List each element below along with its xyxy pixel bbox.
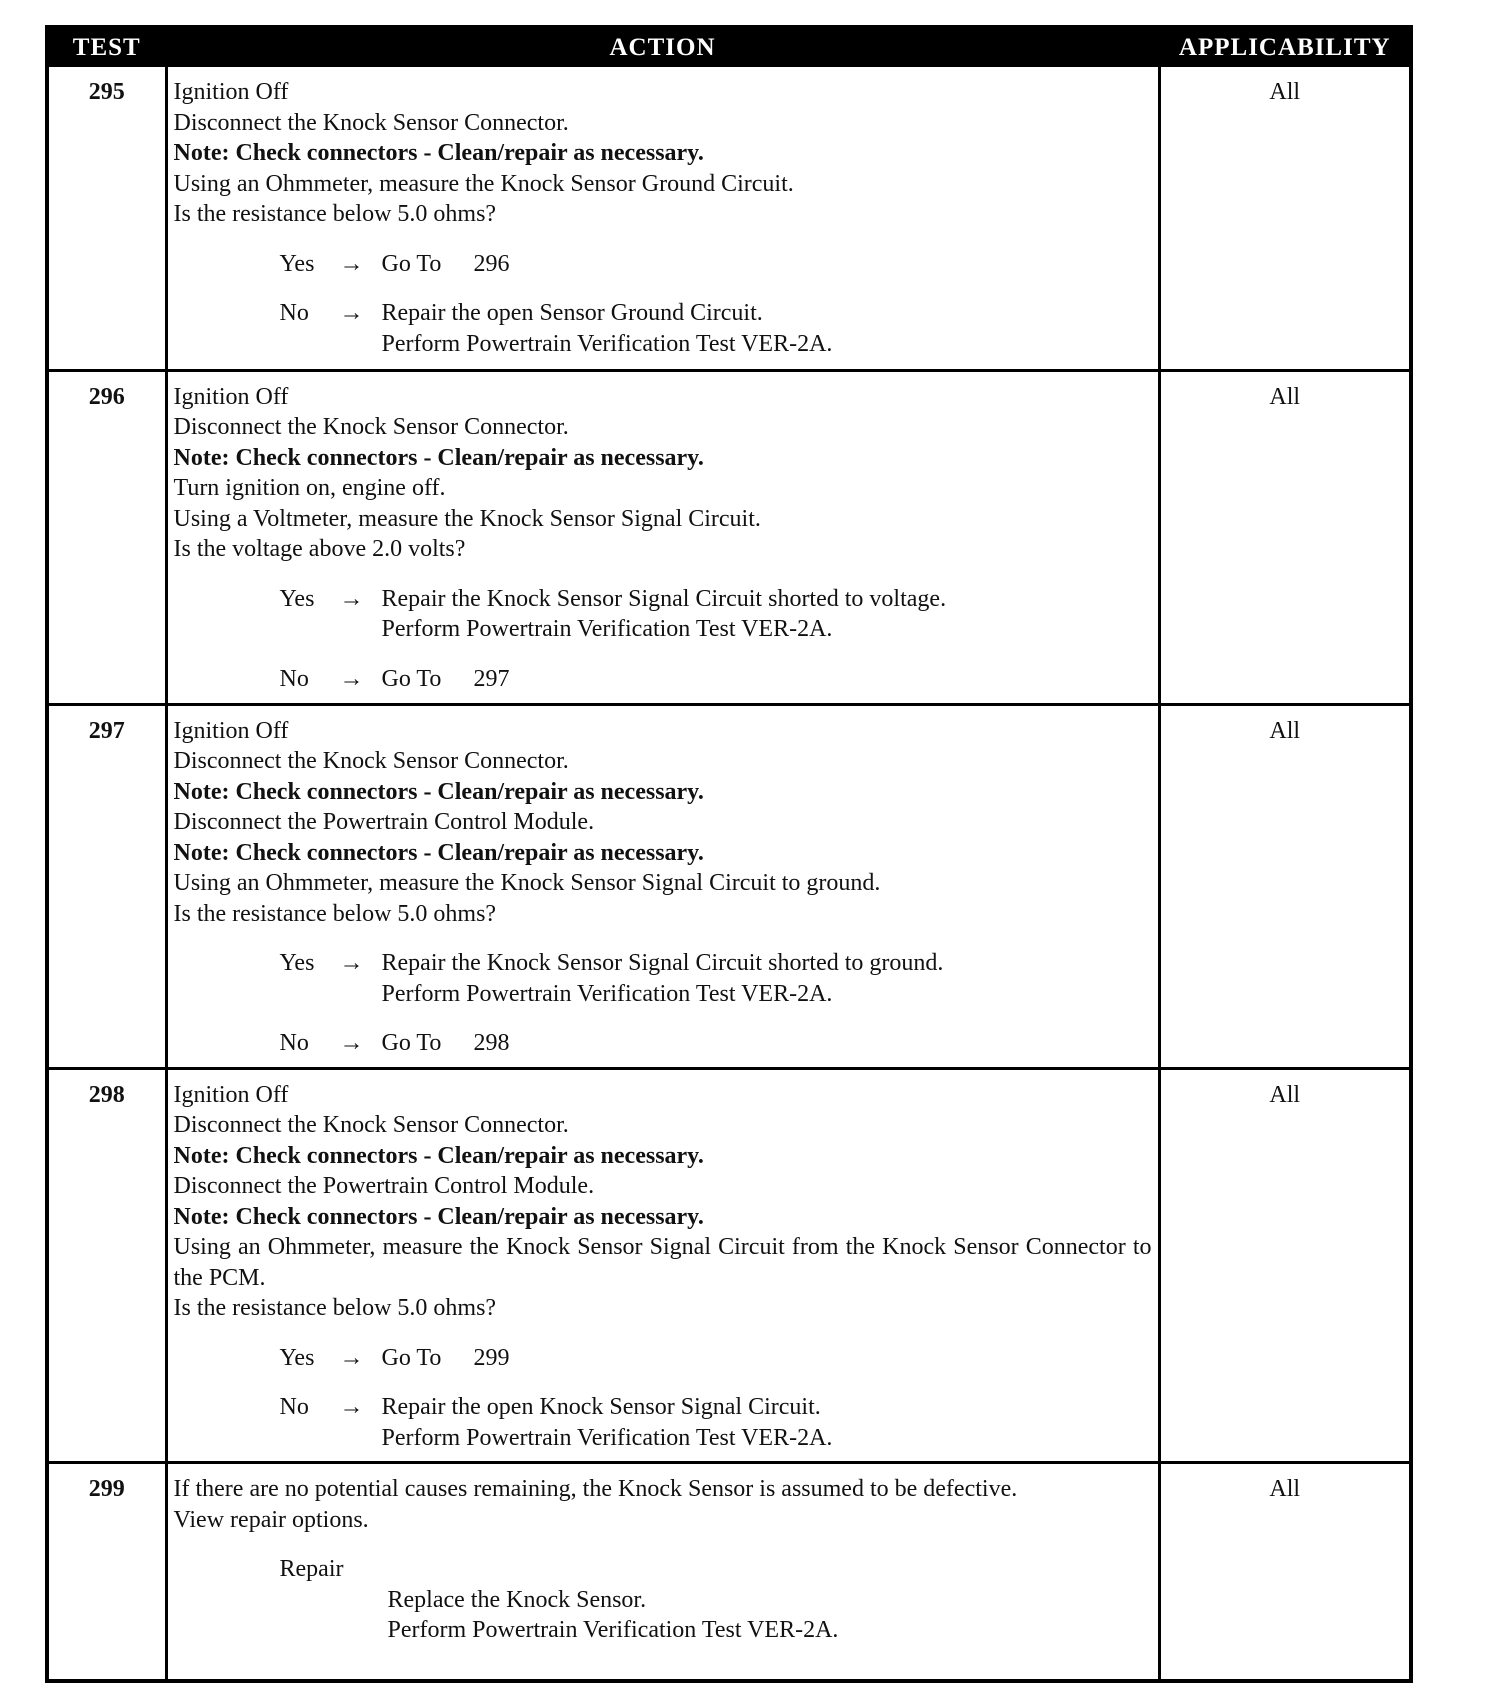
table-row: [49, 704, 1409, 1068]
goto-target: 296: [473, 250, 510, 277]
action-note: Note: Check connectors - Clean/repair as necessary.: [173, 839, 704, 866]
action-note: Note: Check connectors - Clean/repair as necessary.: [173, 1203, 704, 1230]
applicability-value: All: [1159, 1463, 1409, 1680]
diagnostic-test-table: [49, 29, 1409, 1679]
action-question: Is the voltage above 2.0 volts?: [173, 536, 466, 562]
no-branch: [174, 1028, 1152, 1059]
header-test: TEST: [49, 29, 166, 67]
arrow-icon: →: [339, 665, 364, 692]
yes-branch: [174, 584, 1152, 645]
goto-label: Go To: [381, 250, 442, 277]
action-line: Disconnect the Knock Sensor Connector.: [173, 109, 569, 136]
action-note: Note: Check connectors - Clean/repair as necessary.: [173, 140, 704, 166]
result-line: Repair the Knock Sensor Signal Circuit shorted to ground.: [381, 950, 944, 976]
repair-options: [174, 1554, 1152, 1646]
no-branch: [174, 298, 1152, 359]
arrow-icon: →: [339, 1344, 364, 1371]
diagnostic-test-table-frame: [45, 25, 1413, 1683]
yes-result: [382, 948, 1152, 1009]
arrow-icon: →: [339, 1394, 364, 1420]
action-note: Note: Check connectors - Clean/repair as necessary.: [173, 1142, 704, 1169]
header-action: ACTION: [166, 29, 1159, 67]
action-line: Disconnect the Knock Sensor Connector.: [173, 414, 569, 440]
test-number: 299: [49, 1463, 166, 1680]
yes-label: Yes: [279, 585, 315, 612]
no-result: [382, 298, 1152, 359]
no-label: No: [279, 1030, 309, 1056]
no-label: No: [279, 300, 309, 326]
table-row: [49, 370, 1409, 704]
test-number: 298: [49, 1068, 166, 1463]
action-line: Using an Ohmmeter, measure the Knock Sensor Signal Circuit to ground.: [173, 870, 881, 896]
header-applicability: APPLICABILITY: [1159, 29, 1409, 67]
arrow-icon: →: [339, 250, 364, 277]
no-branch: [174, 1392, 1152, 1453]
result-line: Perform Powertrain Verification Test VER-2A.: [381, 616, 833, 642]
no-result: [382, 1392, 1152, 1453]
no-label: No: [279, 1394, 309, 1420]
result-line: Perform Powertrain Verification Test VER-2A.: [381, 980, 833, 1007]
arrow-icon: →: [339, 950, 364, 976]
no-result: [382, 664, 1152, 695]
table-row: [49, 67, 1409, 370]
no-label: No: [279, 665, 309, 692]
result-line: Repair the Knock Sensor Signal Circuit shorted to voltage.: [381, 585, 947, 612]
action-note: Note: Check connectors - Clean/repair as necessary.: [173, 444, 704, 471]
repair-step: Perform Powertrain Verification Test VER-2A.: [387, 1617, 839, 1643]
action-line: Ignition Off: [173, 383, 289, 410]
action-line: Using an Ohmmeter, measure the Knock Sensor Ground Circuit.: [173, 170, 794, 197]
yes-branch: [174, 249, 1152, 280]
action-question: Is the resistance below 5.0 ohms?: [173, 201, 497, 227]
test-number: 297: [49, 704, 166, 1068]
applicability-value: All: [1159, 1068, 1409, 1463]
yes-label: Yes: [279, 1344, 315, 1371]
action-question: Is the resistance below 5.0 ohms?: [173, 1295, 497, 1321]
table-row: [49, 1463, 1409, 1680]
action-line: Using a Voltmeter, measure the Knock Sensor Signal Circuit.: [173, 505, 761, 532]
action-cell: [166, 1068, 1159, 1463]
applicability-value: All: [1159, 704, 1409, 1068]
table-header-row: [49, 29, 1409, 67]
goto-target: 299: [473, 1344, 510, 1371]
yes-result: [382, 1343, 1152, 1374]
repair-steps: [280, 1585, 1152, 1646]
action-question: Is the resistance below 5.0 ohms?: [173, 900, 497, 927]
goto-target: 297: [473, 665, 510, 692]
action-line: Disconnect the Knock Sensor Connector.: [173, 748, 569, 774]
applicability-value: All: [1159, 370, 1409, 704]
goto-target: 298: [473, 1030, 510, 1056]
action-line: Ignition Off: [173, 1081, 289, 1108]
repair-step: Replace the Knock Sensor.: [387, 1586, 647, 1613]
repair-label: Repair: [279, 1556, 344, 1582]
action-line: Turn ignition on, engine off.: [173, 475, 446, 501]
yes-branch: [174, 1343, 1152, 1374]
test-number: 295: [49, 67, 166, 370]
action-line: View repair options.: [173, 1506, 369, 1533]
no-result: [382, 1028, 1152, 1059]
yes-label: Yes: [279, 950, 315, 976]
action-cell: [166, 67, 1159, 370]
action-note: Note: Check connectors - Clean/repair as necessary.: [173, 778, 704, 805]
action-line: Disconnect the Powertrain Control Module.: [173, 1173, 595, 1199]
action-cell: [166, 704, 1159, 1068]
test-number: 296: [49, 370, 166, 704]
arrow-icon: →: [339, 300, 364, 326]
action-cell: [166, 1463, 1159, 1680]
yes-branch: [174, 948, 1152, 1009]
action-line: Disconnect the Knock Sensor Connector.: [173, 1112, 569, 1138]
action-line: If there are no potential causes remaining, the Knock Sensor is assumed to be defective.: [173, 1476, 1018, 1502]
goto-label: Go To: [381, 1030, 442, 1056]
result-line: Repair the open Knock Sensor Signal Circuit.: [381, 1394, 821, 1420]
arrow-icon: →: [339, 585, 364, 612]
result-line: Perform Powertrain Verification Test VER-2A.: [381, 330, 833, 357]
arrow-icon: →: [339, 1030, 364, 1056]
goto-label: Go To: [381, 1344, 442, 1371]
result-line: Perform Powertrain Verification Test VER-2A.: [381, 1424, 833, 1451]
yes-label: Yes: [279, 250, 315, 277]
yes-result: [382, 584, 1152, 645]
result-line: Repair the open Sensor Ground Circuit.: [381, 300, 763, 326]
action-line: Using an Ohmmeter, measure the Knock Sensor Signal Circuit from the Knock Sensor Connector to the PCM.: [173, 1234, 1152, 1291]
action-line: Disconnect the Powertrain Control Module.: [173, 809, 595, 835]
table-row: [49, 1068, 1409, 1463]
goto-label: Go To: [381, 665, 442, 692]
action-cell: [166, 370, 1159, 704]
no-branch: [174, 664, 1152, 695]
action-line: Ignition Off: [173, 717, 289, 744]
action-line: Ignition Off: [173, 79, 289, 105]
applicability-value: All: [1269, 79, 1301, 105]
yes-result: [382, 249, 1152, 280]
